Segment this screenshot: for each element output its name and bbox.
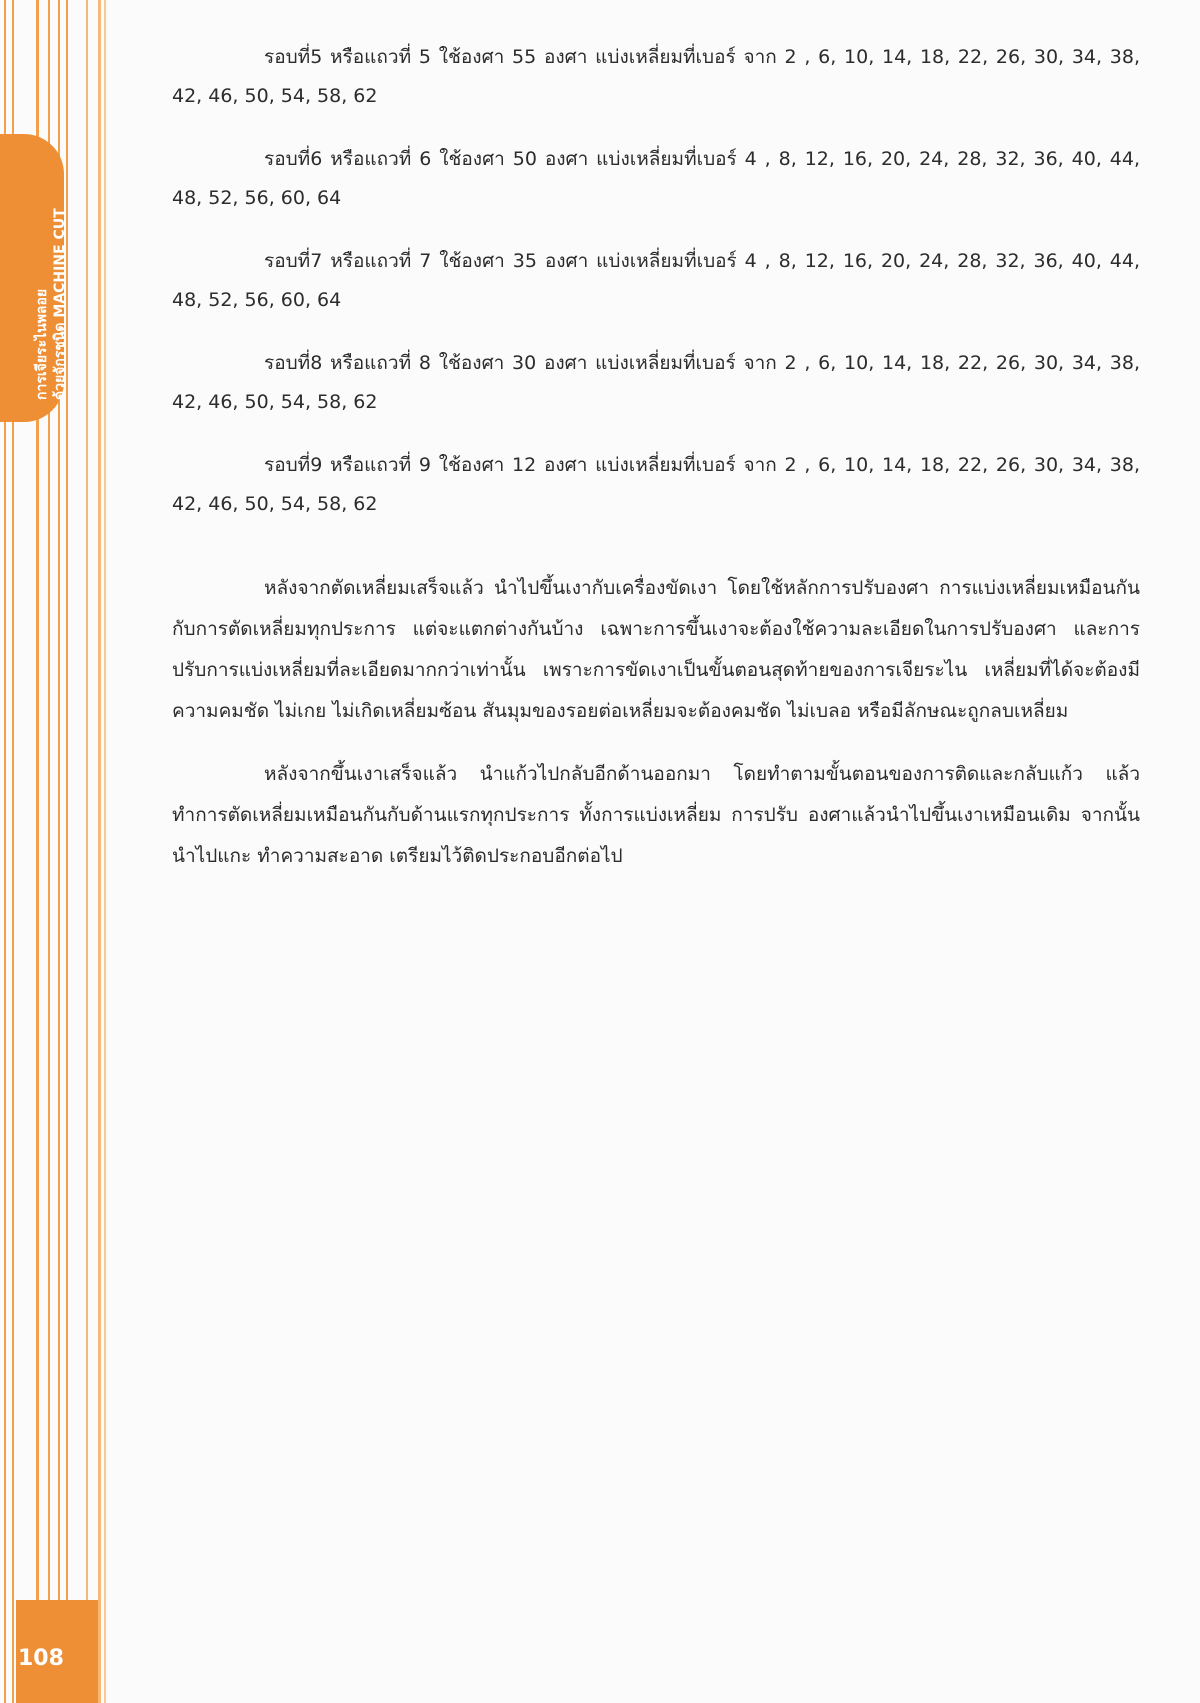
decor-rule: [104, 0, 106, 1703]
round-9: รอบที่9 หรือแถวที่ 9 ใช้องศา 12 องศา แบ่งเหลี่ยมที่เบอร์ จาก 2 , 6, 10, 14, 18, 22, 26, 30, 34, 38, 42, 46, 50, 54, 58, 62: [172, 454, 1140, 515]
round-6: รอบที่6 หรือแถวที่ 6 ใช้องศา 50 องศา แบ่งเหลี่ยมที่เบอร์ 4 , 8, 12, 16, 20, 24, 28, 32, 36, 40, 44, 48, 52, 56, 60, 64: [172, 148, 1140, 209]
body-content: [172, 38, 1140, 899]
chapter-title: [33, 140, 69, 400]
round-5: รอบที่5 หรือแถวที่ 5 ใช้องศา 55 องศา แบ่งเหลี่ยมที่เบอร์ จาก 2 , 6, 10, 14, 18, 22, 26, 30, 34, 38, 42, 46, 50, 54, 58, 62: [172, 46, 1140, 107]
chapter-title-line2: ด้วยจักรชนิด MACHINE CUT: [52, 208, 68, 400]
chapter-title-line1: การเจียระไนพลอย: [34, 288, 50, 400]
round-8: รอบที่8 หรือแถวที่ 8 ใช้องศา 30 องศา แบ่งเหลี่ยมที่เบอร์ จาก 2 , 6, 10, 14, 18, 22, 26, 30, 34, 38, 42, 46, 50, 54, 58, 62: [172, 352, 1140, 413]
paragraph-flip-side: หลังจากขึ้นเงาเสร็จแล้ว นำแก้วไปกลับอีกด้านออกมา โดยทำตามขั้นตอนของการติดและกลับแก้ว แล้วทำการตัดเหลี่ยมเหมือนกันกับด้านแรกทุกประการ ทั้งการแบ่งเหลี่ยม การปรับ องศาแล้วนำไปขึ้นเงาเหมือนเดิม จากนั้นนำไปแกะ ทำความสะอาด เตรียมไว้ติดประกอบอีกต่อไป: [172, 763, 1140, 867]
decor-rule: [98, 0, 101, 1703]
round-7: รอบที่7 หรือแถวที่ 7 ใช้องศา 35 องศา แบ่งเหลี่ยมที่เบอร์ 4 , 8, 12, 16, 20, 24, 28, 32, 36, 40, 44, 48, 52, 56, 60, 64: [172, 250, 1140, 311]
paragraph-polishing: หลังจากตัดเหลี่ยมเสร็จแล้ว นำไปขึ้นเงากับเครื่องขัดเงา โดยใช้หลักการปรับองศา การแบ่งเหลี่ยมเหมือนกันกับการตัดเหลี่ยมทุกประการ แต่จะแตกต่างกันบ้าง เฉพาะการขึ้นเงาจะต้องใช้ความละเอียดในการปรับองศา และการปรับการแบ่งเหลี่ยมที่ละเอียดมากกว่าเท่านั้น เพราะการขัดเงาเป็นขั้นตอนสุดท้ายของการเจียระไน เหลี่ยมที่ได้จะต้องมีความคมชัด ไม่เกย ไม่เกิดเหลี่ยมซ้อน สันมุมของรอยต่อเหลี่ยมจะต้องคมชัด ไม่เบลอ หรือมีลักษณะถูกลบเหลี่ยม: [172, 577, 1140, 722]
decor-rule: [86, 0, 88, 1703]
page-number: 108: [18, 1646, 64, 1671]
